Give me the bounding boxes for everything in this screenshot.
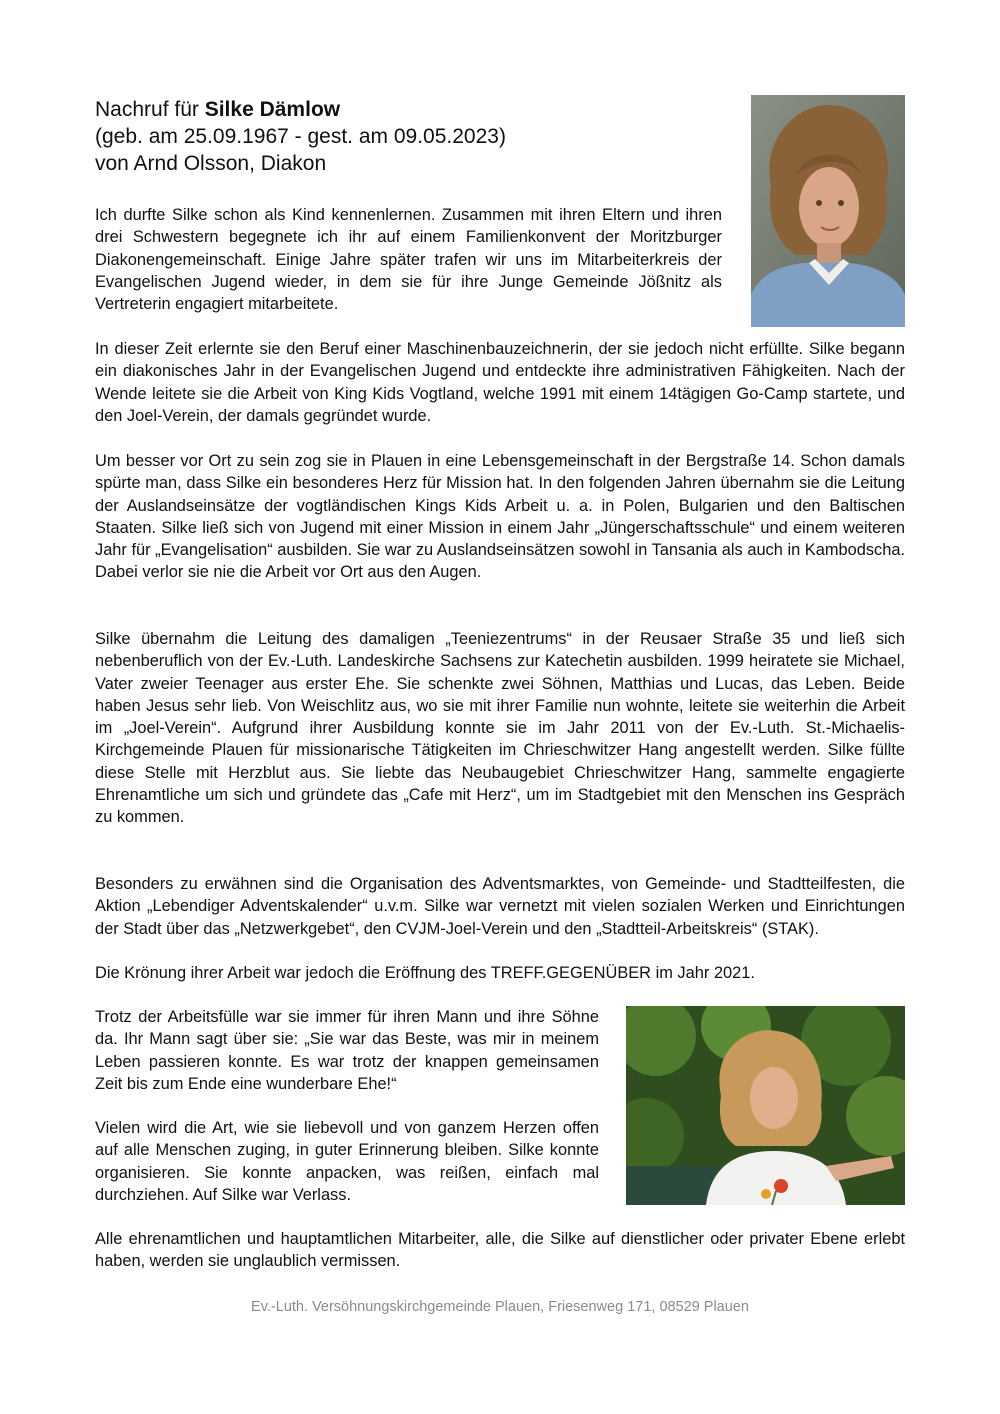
- paragraph-5: Besonders zu erwähnen sind die Organisation des Adventsmarktes, von Gemeinde- und Stadtteilfesten, die Aktion „Lebendiger Adventskalender“ u.v.m. Silke war vernetzt mit vielen sozialen Werken und Einrichtungen der Stadt über das „Netzwerkgebet“, den CVJM-Joel-Verein und den „Stadtteil-Arbeitskreis“ (STAK).: [95, 875, 905, 938]
- paragraph-4: Silke übernahm die Leitung des damaligen „Teeniezentrums“ in der Reusaer Straße 35 und ließ sich nebenberuflich von der Ev.-Luth. Landeskirche Sachsens zur Katechetin ausbilden. 1999 heiratete sie Michael, Vater zweier Teenager aus erster Ehe. Sie schenkte zwei Söhnen, Matthias und Lucas, das Leben. Beide haben Jesus sehr lieb. Von Weischlitz aus, wo sie mit ihrer Familie nun wohnte, leitete sie weiterhin die Arbeit im „Joel-Verein“. Aufgrund ihrer Ausbildung konnte sie im Jahr 2011 von der Ev.-Luth. St.-Michaelis-Kirchgemeinde Plauen für missionarische Tätigkeiten im Chrieschwitzer Hang angestellt werden. Silke füllte diese Stelle mit Herzblut aus. Sie liebte das Neubaugebiet Chrieschwitzer Hang, sammelte engagierte Ehrenamtliche um sich und gründete das „Cafe mit Herz“, um im Stadtgebiet mit den Menschen ins Gespräch zu kommen.: [95, 630, 905, 827]
- page-title: [95, 96, 735, 177]
- paragraph-7: Trotz der Arbeitsfülle war sie immer für ihren Mann und ihre Söhne da. Ihr Mann sagt über sie: „Sie war das Beste, was mir in meinem Leben passieren konnte. Es war trotz der knappen gemeinsamen Zeit bis zum Ende eine wunderbare Ehe!“: [95, 1008, 599, 1093]
- outdoor-photo: [626, 1006, 905, 1205]
- paragraph-2: In dieser Zeit erlernte sie den Beruf einer Maschinenbauzeichnerin, der sie jedoch nicht erfüllte. Silke begann ein diakonisches Jahr in der Evangelischen Jugend und entdeckte ihre administrativen Fähigkeiten. Nach der Wende leitete sie die Arbeit von King Kids Vogtland, welche 1991 mit einem 14tägigen Go-Camp startete, und den Joel-Verein, der damals gegründet wurde.: [95, 340, 905, 425]
- paragraph-1: Ich durfte Silke schon als Kind kennenlernen. Zusammen mit ihren Eltern und ihren drei Schwestern begegnete ich ihr auf einem Familienkonvent der Moritzburger Diakonengemeinschaft. Einige Jahre später trafen wir uns im Mitarbeiterkreis der Evangelischen Jugend wieder, in dem sie für ihre Junge Gemeinde Jößnitz als Vertreterin engagiert mitarbeitete.: [95, 206, 722, 314]
- paragraph-3: Um besser vor Ort zu sein zog sie in Plauen in eine Lebensgemeinschaft in der Bergstraße 14. Schon damals spürte man, dass Silke ein besonderes Herz für Mission hat. In den folgenden Jahren übernahm sie die Leitung der Auslandseinsätze der vogtländischen Kings Kids Arbeit u. a. in Polen, Bulgarien und den Baltischen Staaten. Silke ließ sich von Jugend mit einer Mission in einem Jahr „Jüngerschaftsschule“ und einem weiteren Jahr für „Evangelisation“ ausbilden. Sie war zu Auslandseinsätzen sowohl in Tansania als auch in Kambodscha. Dabei verlor sie nie die Arbeit vor Ort aus den Augen.: [95, 452, 905, 582]
- deceased-name: Silke Dämlow: [204, 98, 341, 121]
- title-prefix: Nachruf für: [95, 98, 205, 121]
- paragraph-9: Alle ehrenamtlichen und hauptamtlichen Mitarbeiter, alle, die Silke auf dienstlicher oder privater Ebene erlebt haben, werden sie unglaublich vermissen.: [95, 1230, 905, 1271]
- footer-address: Ev.-Luth. Versöhnungskirchgemeinde Plauen, Friesenweg 171, 08529 Plauen: [251, 1299, 749, 1315]
- life-dates: (geb. am 25.09.1967 - gest. am 09.05.2023): [95, 125, 506, 148]
- paragraph-8: Vielen wird die Art, wie sie liebevoll und von ganzem Herzen offen auf alle Menschen zuging, in guter Erinnerung bleiben. Silke konnte organisieren. Sie konnte anpacken, was reißen, einfach mal durchziehen. Auf Silke war Verlass.: [95, 1119, 599, 1204]
- paragraph-6: Die Krönung ihrer Arbeit war jedoch die Eröffnung des TREFF.GEGENÜBER im Jahr 2021.: [95, 964, 755, 982]
- author-line: von Arnd Olsson, Diakon: [95, 152, 327, 175]
- portrait-photo: [751, 95, 905, 327]
- title-line: [95, 96, 735, 123]
